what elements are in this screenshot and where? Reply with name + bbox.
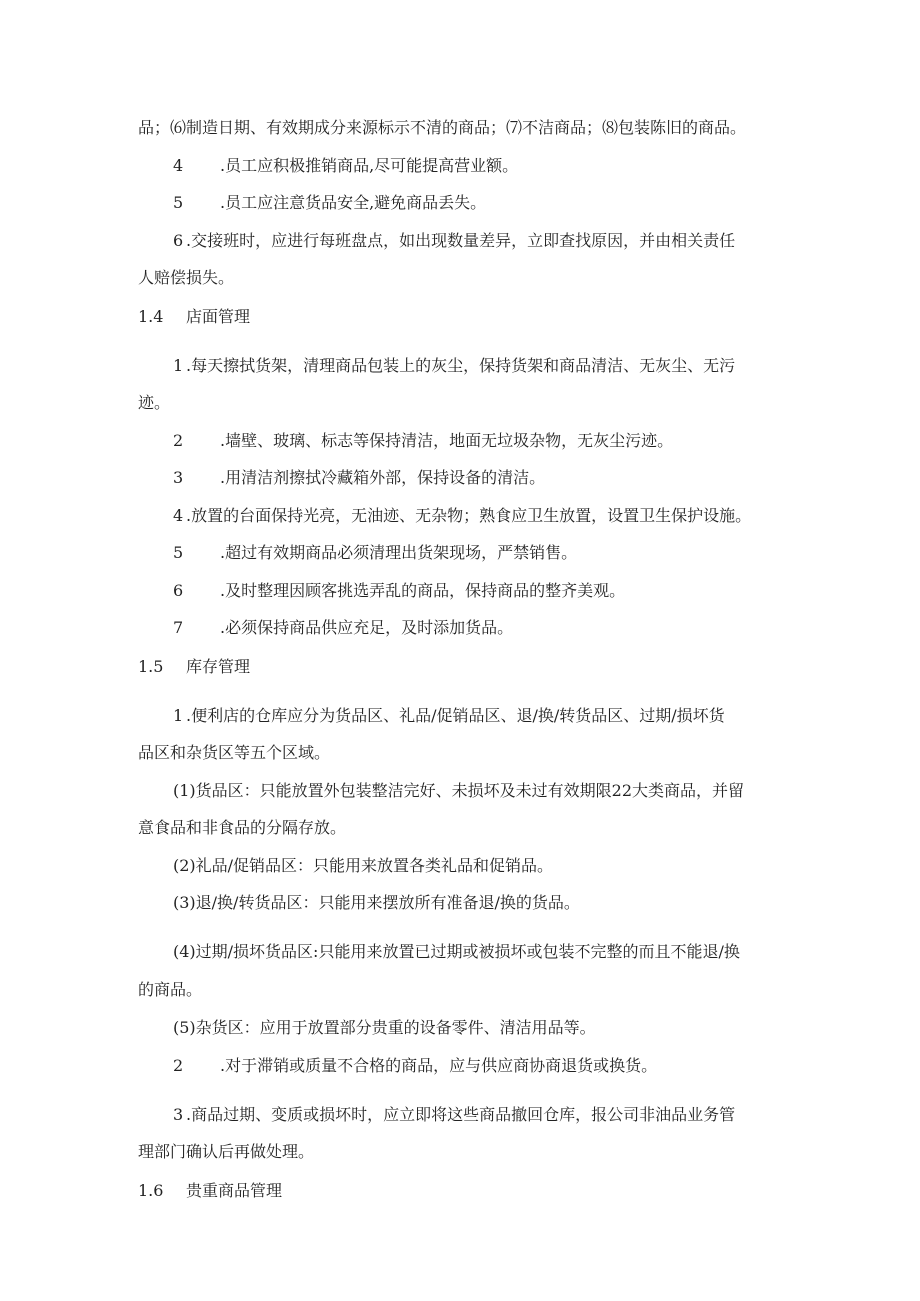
section-number: 1.6 — [138, 1181, 164, 1200]
item-number: 5 — [173, 193, 184, 212]
item-text: .每天擦拭货架，清理商品包装上的灰尘，保持货架和商品清洁、无灰尘、无污 — [186, 356, 736, 375]
item-text: .对于滞销或质量不合格的商品，应与供应商协商退货或换货。 — [220, 1056, 658, 1075]
item-number: 3 — [173, 468, 184, 487]
item-text: 品区和杂货区等五个区域。 — [138, 743, 331, 762]
item-text: .放置的台面保持光亮，无油迹、无杂物；熟食应卫生放置，设置卫生保护设施。 — [186, 506, 752, 525]
item-text: .必须保持商品供应充足，及时添加货品。 — [220, 618, 514, 637]
item-number: 4 — [173, 506, 184, 525]
item-continuation — [138, 818, 346, 838]
item-text: 理部门确认后再做处理。 — [138, 1142, 315, 1161]
item-text: .用清洁剂擦拭冷藏箱外部，保持设备的清洁。 — [220, 468, 546, 487]
item-continuation — [138, 980, 202, 1000]
item-number: 7 — [173, 618, 184, 637]
section-title: 库存管理 — [186, 657, 251, 676]
item-number: 5 — [173, 543, 184, 562]
item-number: 2 — [173, 431, 184, 450]
item-number: 1 — [173, 356, 184, 375]
item-text: .员工应注意货品安全,避免商品丢失。 — [220, 193, 487, 212]
sub-item — [173, 781, 744, 801]
item-text: .交接班时，应进行每班盘点，如出现数量差异，立即查找原因，并由相关责任 — [186, 231, 736, 250]
sub-item — [173, 856, 553, 876]
item-text: 人赔偿损失。 — [138, 268, 235, 287]
sub-item — [173, 942, 740, 962]
item-text: .商品过期、变质或损坏时，应立即将这些商品撤回仓库，报公司非油品业务管 — [186, 1105, 736, 1124]
item-continuation — [138, 268, 234, 288]
sub-item — [173, 1018, 596, 1038]
item-text: 迹。 — [138, 393, 171, 412]
sub-item-text: (2)礼品/促销品区：只能用来放置各类礼品和促销品。 — [173, 856, 554, 875]
item-number: 2 — [173, 1056, 184, 1075]
item-number: 3 — [173, 1105, 184, 1124]
item-text: .墙壁、玻璃、标志等保持清洁，地面无垃圾杂物，无灰尘污迹。 — [220, 431, 674, 450]
sub-item-text: (5)杂货区：应用于放置部分贵重的设备零件、清洁用品等。 — [173, 1018, 596, 1037]
section-title: 贵重商品管理 — [186, 1181, 283, 1200]
item-number: 1 — [173, 706, 184, 725]
item-continuation — [138, 1142, 314, 1162]
item-continuation — [138, 393, 170, 413]
item-number: 6 — [173, 581, 184, 600]
item-text: .及时整理因顾客挑选弄乱的商品，保持商品的整齐美观。 — [220, 581, 626, 600]
section-number: 1.5 — [138, 657, 164, 676]
body-text: 品；⑹制造日期、有效期成分来源标示不清的商品；⑺不洁商品；⑻包装陈旧的商品。 — [138, 118, 747, 137]
sub-item-text: (3)退/换/转货品区：只能用来摆放所有准备退/换的货品。 — [173, 893, 580, 912]
sub-item-text: 意食品和非食品的分隔存放。 — [138, 818, 347, 837]
item-text: .便利店的仓库应分为货品区、礼品/促销品区、退/换/转货品区、过期/损坏货 — [186, 706, 725, 725]
item-number: 6 — [173, 231, 184, 250]
sub-item — [173, 893, 580, 913]
item-text: .员工应积极推销商品,尽可能提高营业额。 — [220, 156, 519, 175]
sub-item-text: (4)过期/损坏货品区:只能用来放置已过期或被损坏或包装不完整的而且不能退/换 — [173, 942, 740, 961]
section-number: 1.4 — [138, 307, 164, 326]
item-number: 4 — [173, 156, 184, 175]
item-text: .超过有效期商品必须清理出货架现场，严禁销售。 — [220, 543, 578, 562]
sub-item-text: (1)货品区：只能放置外包装整洁完好、未损坏及未过有效期限22大类商品，并留 — [173, 781, 745, 800]
sub-item-text: 的商品。 — [138, 980, 203, 999]
section-title: 店面管理 — [186, 307, 251, 326]
item-continuation — [138, 743, 330, 763]
paragraph-line — [138, 118, 746, 138]
